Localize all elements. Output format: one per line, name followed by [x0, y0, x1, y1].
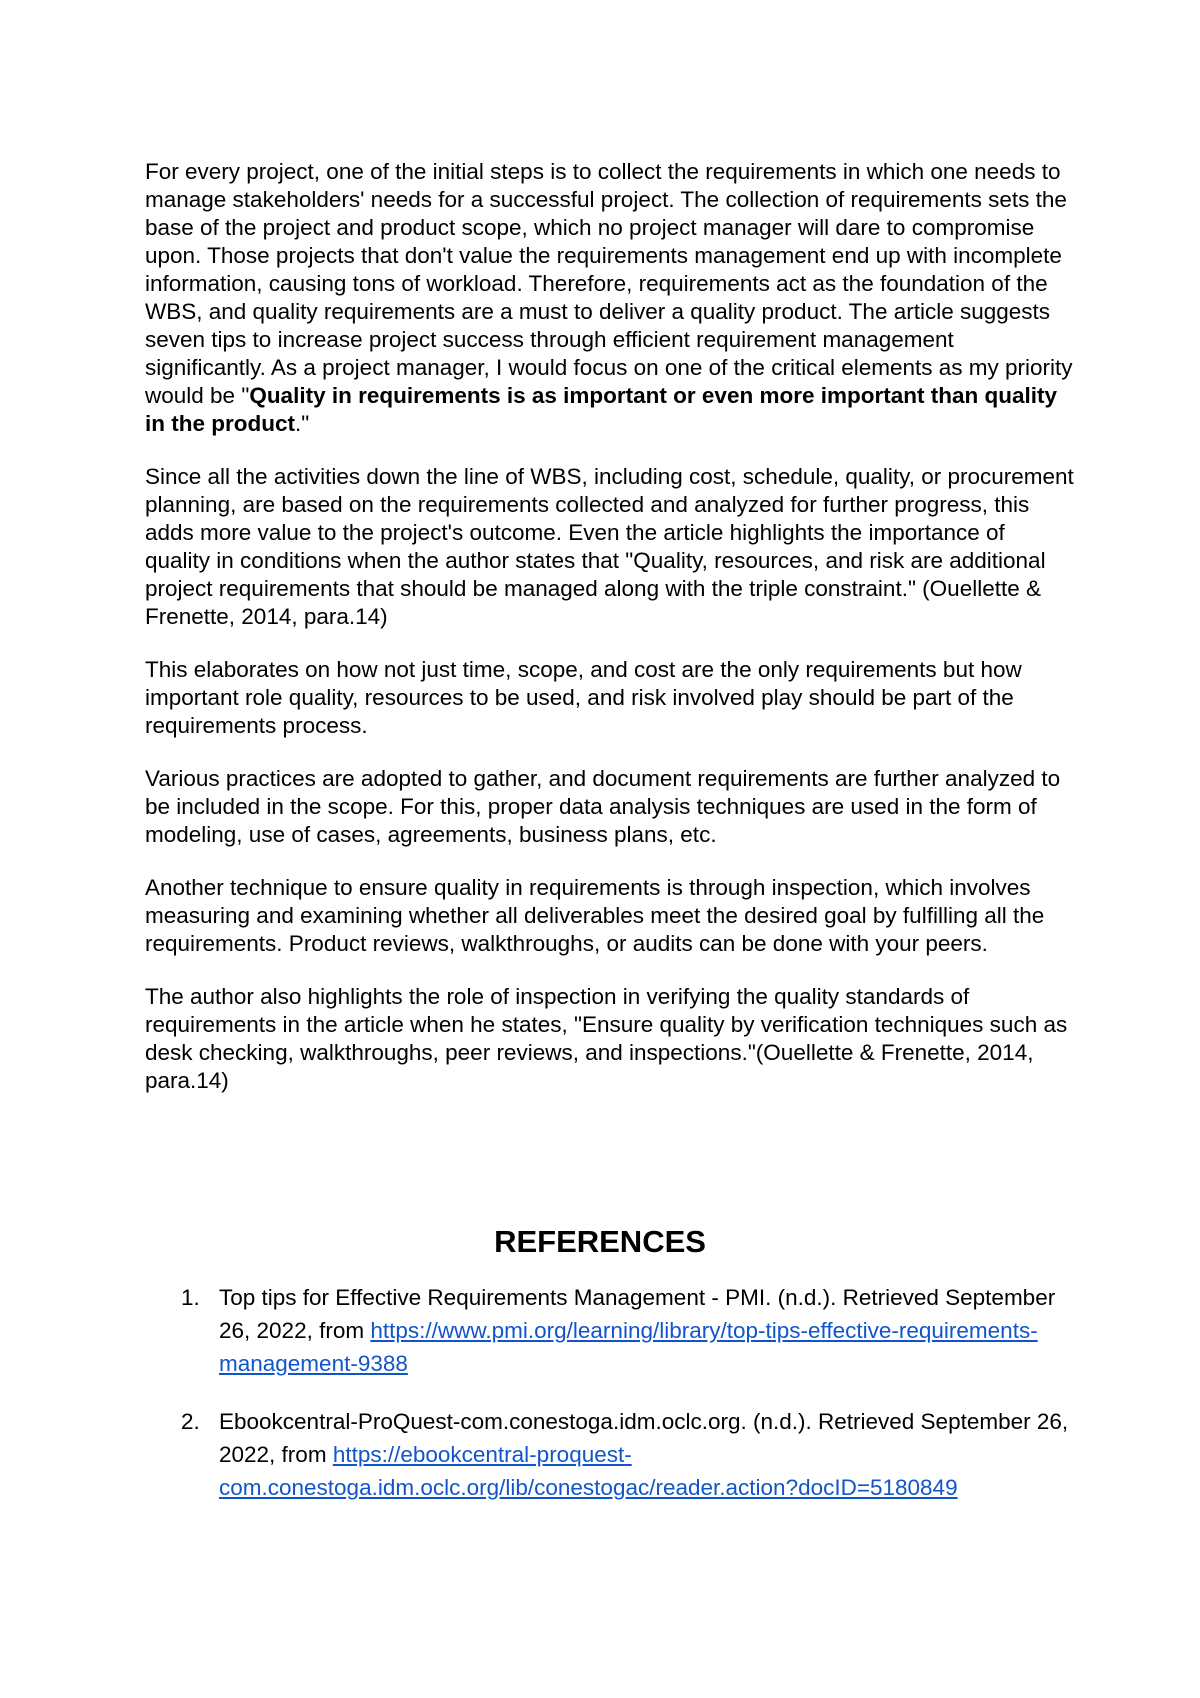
reference-number: 1.: [181, 1285, 200, 1310]
reference-link[interactable]: https://ebookcentral-proquest-com.conestoga.idm.oclc.org/lib/conestogac/reader.action?docID=5180849: [219, 1442, 958, 1500]
paragraph-5: Another technique to ensure quality in requirements is through inspection, which involves measuring and examining whether all deliverables meet the desired goal by fulfilling all the requirements. Product reviews, walkthroughs, or audits can be done with your peers.: [145, 875, 1045, 956]
paragraph-1-end: .": [295, 411, 310, 436]
references-heading: REFERENCES: [494, 1224, 706, 1259]
reference-link[interactable]: https://www.pmi.org/learning/library/top-tips-effective-requirements-management-9388: [219, 1318, 1038, 1376]
reference-item: [145, 1405, 1075, 1504]
paragraph-6: The author also highlights the role of inspection in verifying the quality standards of requirements in the article when he states, "Ensure quality by verification techniques such as desk checking, walkthroughs, peer reviews, and inspections."(Ouellette & Frenette, 2014, para.14): [145, 984, 1068, 1093]
paragraph-2: Since all the activities down the line of WBS, including cost, schedule, quality, or procurement planning, are based on the requirements collected and analyzed for further progress, this adds more value to the project's outcome. Even the article highlights the importance of quality in conditions when the author states that "Quality, resources, and risk are additional project requirements that should be managed along with the triple constraint." (Ouellette & Frenette, 2014, para.14): [145, 464, 1074, 629]
reference-text: Top tips for Effective Requirements Management - PMI. (n.d.). Retrieved September 26, 2022, from: [219, 1285, 1056, 1343]
reference-number: 2.: [181, 1409, 200, 1434]
paragraph-3: This elaborates on how not just time, scope, and cost are the only requirements but how important role quality, resources to be used, and risk involved play should be part of the requirements process.: [145, 657, 1022, 738]
paragraph-1: [145, 158, 1075, 438]
references-list: [145, 1281, 1075, 1529]
reference-text: Ebookcentral-ProQuest-com.conestoga.idm.oclc.org. (n.d.). Retrieved September 26, 2022, from: [219, 1409, 1069, 1467]
body-text: [145, 158, 1075, 1120]
reference-item: [145, 1281, 1075, 1380]
paragraph-1-bold-quote: Quality in requirements is as important or even more important than quality in the product: [145, 383, 1057, 436]
paragraph-1-text: For every project, one of the initial steps is to collect the requirements in which one needs to manage stakeholders' needs for a successful project. The collection of requirements sets the base of the project and product scope, which no project manager will dare to compromise upon. Those projects that don't value the requirements management end up with incomplete information, causing tons of workload. Therefore, requirements act as the foundation of the WBS, and quality requirements are a must to deliver a quality product. The article suggests seven tips to increase project success through efficient requirement management significantly. As a project manager, I would focus on one of the critical elements as my priority would be ": [145, 159, 1073, 408]
paragraph-4: Various practices are adopted to gather, and document requirements are further analyzed to be included in the scope. For this, proper data analysis techniques are used in the form of modeling, use of cases, agreements, business plans, etc.: [145, 766, 1061, 847]
